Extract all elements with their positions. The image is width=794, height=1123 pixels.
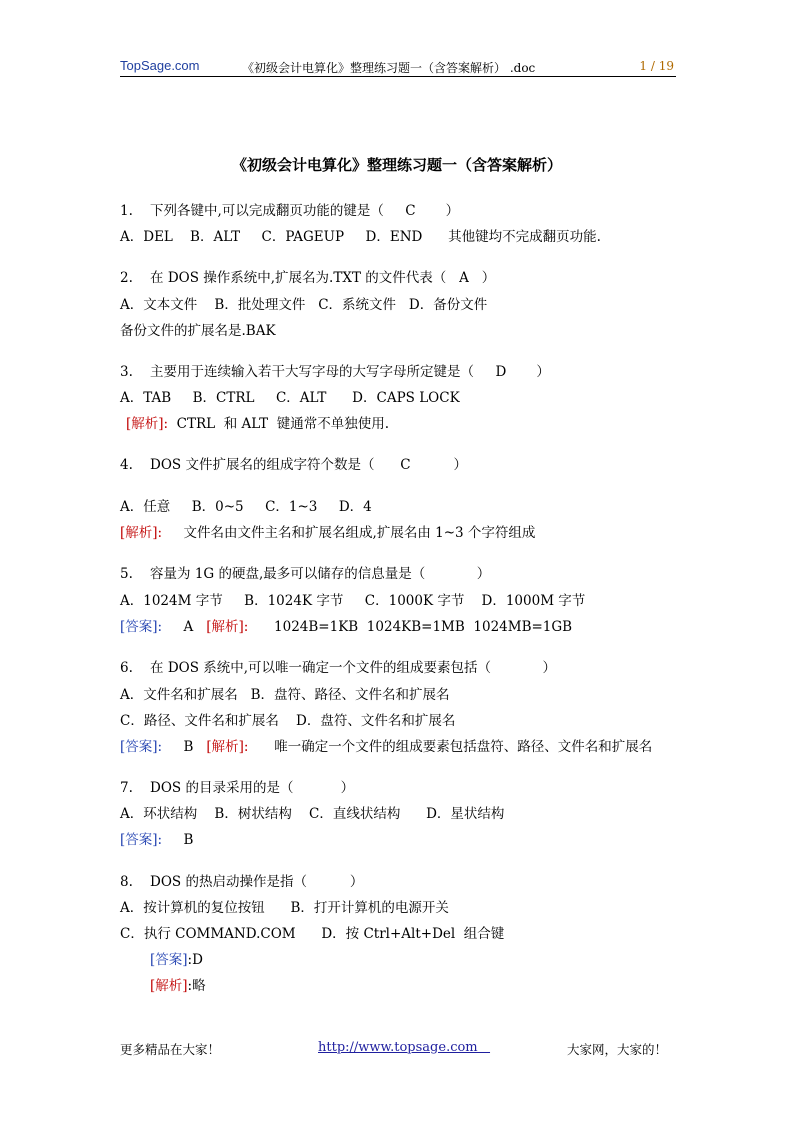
- analysis-label: [解析]:: [206, 619, 249, 635]
- question-6-answer: [120, 738, 652, 756]
- question-4: 4. DOS 文件扩展名的组成字符个数是（ C ）: [120, 457, 467, 473]
- footer-link[interactable]: http://www.topsage.com: [318, 1040, 491, 1055]
- question-4-options: A．任意 B．0~5 C．1~3 D．4: [120, 499, 372, 515]
- answer-text: :D: [187, 952, 203, 968]
- document-title-header: 《初级会计电算化》整理练习题一（含答案解析） .doc: [242, 61, 536, 75]
- question-2: 2. 在 DOS 操作系统中,扩展名为.TXT 的文件代表（ A ）: [120, 270, 496, 286]
- question-8-options-2: C．执行 COMMAND.COM D．按 Ctrl+Alt+Del 组合键: [120, 926, 505, 942]
- question-8-options-1: A．按计算机的复位按钮 B．打开计算机的电源开关: [120, 900, 449, 916]
- question-6: 6. 在 DOS 系统中,可以唯一确定一个文件的组成要素包括（ ）: [120, 660, 557, 676]
- analysis-text: 文件名由文件主名和扩展名组成,扩展名由 1~3 个字符组成: [162, 525, 536, 541]
- question-8-analysis: [150, 977, 206, 995]
- question-4-analysis: [120, 524, 535, 542]
- answer-label: [答案]:: [120, 739, 163, 755]
- page-header: [120, 58, 676, 77]
- answer-label: [答案]:: [120, 619, 163, 635]
- answer-text: B: [162, 739, 207, 755]
- site-name[interactable]: TopSage.com: [120, 58, 200, 73]
- question-1-options: A．DEL B．ALT C．PAGEUP D．END 其他键均不完成翻页功能.: [120, 229, 601, 245]
- analysis-text: 1024B=1KB 1024KB=1MB 1024MB=1GB: [248, 619, 573, 635]
- answer-label: [答案]: [150, 952, 188, 968]
- question-5: 5. 容量为 1G 的硬盘,最多可以储存的信息量是（ ）: [120, 566, 491, 582]
- question-3-options: A．TAB B．CTRL C．ALT D．CAPS LOCK: [120, 390, 460, 406]
- question-7: 7. DOS 的目录采用的是（ ）: [120, 780, 355, 796]
- analysis-text: :略: [187, 978, 206, 994]
- question-3-analysis: [126, 415, 389, 433]
- page-number: 1 / 19: [639, 59, 674, 73]
- analysis-label: [解析]:: [120, 525, 163, 541]
- question-8: 8. DOS 的热启动操作是指（ ）: [120, 874, 364, 890]
- analysis-label: [解析]:: [126, 416, 169, 432]
- footer-left-text: 更多精品在大家！: [120, 1042, 221, 1057]
- question-5-answer: [120, 618, 572, 636]
- answer-label: [答案]:: [120, 832, 163, 848]
- page-title: 《初级会计电算化》整理练习题一（含答案解析）: [231, 156, 562, 174]
- question-6-options-1: A．文件名和扩展名 B．盘符、路径、文件名和扩展名: [120, 687, 450, 703]
- analysis-text: 唯一确定一个文件的组成要素包括盘符、路径、文件名和扩展名: [248, 739, 653, 755]
- answer-text: B: [162, 832, 194, 848]
- question-7-options: A．环状结构 B．树状结构 C．直线状结构 D．星状结构: [120, 806, 505, 822]
- question-2-note: 备份文件的扩展名是.BAK: [120, 323, 276, 339]
- question-8-answer: [150, 951, 203, 969]
- analysis-text: CTRL 和 ALT 键通常不单独使用.: [168, 416, 390, 432]
- analysis-label: [解析]:: [206, 739, 249, 755]
- question-3: 3. 主要用于连续输入若干大写字母的大写字母所定键是（ D ）: [120, 364, 550, 380]
- question-6-options-2: C．路径、文件名和扩展名 D．盘符、文件名和扩展名: [120, 713, 456, 729]
- footer-right-text: 大家网，大家的！: [567, 1042, 668, 1057]
- question-7-answer: [120, 831, 193, 849]
- analysis-label: [解析]: [150, 978, 188, 994]
- answer-text: A: [162, 619, 207, 635]
- question-1: 1. 下列各键中,可以完成翻页功能的键是（ C ）: [120, 203, 460, 219]
- question-5-options: A．1024M 字节 B．1024K 字节 C．1000K 字节 D．1000M 字节: [120, 593, 586, 609]
- question-2-options: A．文本文件 B．批处理文件 C．系统文件 D．备份文件: [120, 297, 488, 313]
